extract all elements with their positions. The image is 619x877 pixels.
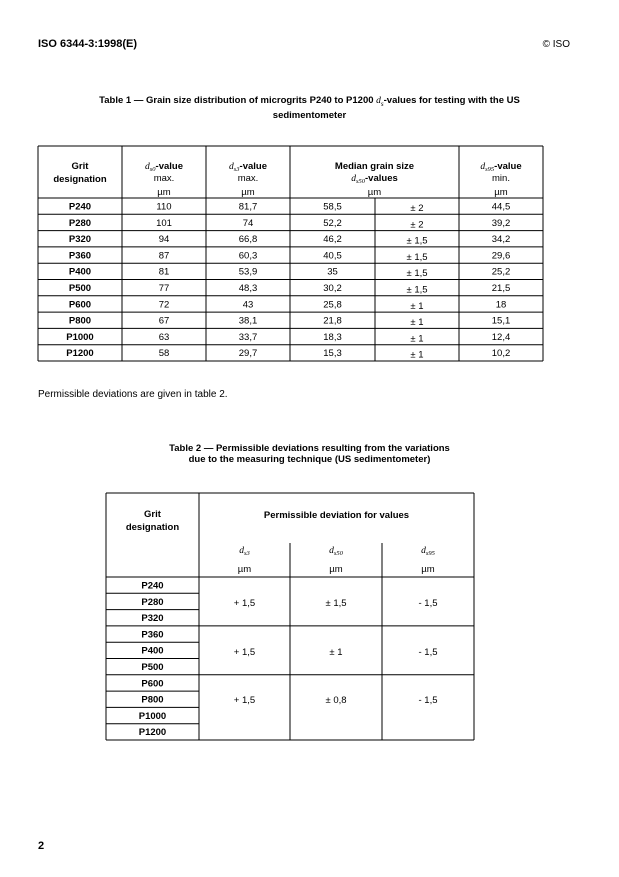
header-grit: Grit bbox=[144, 509, 161, 520]
subheader-symbol: $d_{s50}$ bbox=[329, 546, 343, 557]
row-grit: P1200 bbox=[66, 348, 94, 360]
row-ds95: 34,2 bbox=[491, 234, 511, 246]
row-grit: P1000 bbox=[66, 331, 94, 343]
row-ds50: 25,8 bbox=[323, 299, 342, 311]
subheader-unit: µm bbox=[237, 564, 252, 575]
header-grit: designation bbox=[125, 522, 180, 533]
row-ds3: 43 bbox=[242, 299, 254, 311]
subheader-unit: µm bbox=[329, 564, 343, 575]
document-id: ISO 6344-3:1998(E) bbox=[38, 38, 138, 50]
row-tolerance: ± 2 bbox=[410, 219, 424, 231]
row-grit: P280 bbox=[68, 217, 92, 229]
header-grit: designation bbox=[53, 174, 107, 185]
row-tolerance: ± 1 bbox=[410, 317, 424, 329]
row-grit: P800 bbox=[68, 315, 92, 327]
row-ds0: 67 bbox=[158, 315, 170, 327]
header-ds3: $d_{s3}$-value bbox=[229, 161, 267, 173]
subheader-symbol: $d_{s3}$ bbox=[239, 546, 250, 557]
row-grit: P1200 bbox=[138, 727, 167, 739]
row-grit: P500 bbox=[68, 283, 92, 294]
header-ds95-limit: min. bbox=[492, 173, 510, 184]
row-ds50: 46,2 bbox=[323, 234, 342, 246]
subheader-symbol: $d_{s95}$ bbox=[421, 546, 435, 557]
table-note: Permissible deviations are given in table 2. bbox=[38, 389, 228, 400]
row-grit: P240 bbox=[68, 201, 92, 213]
group-ds95-deviation: - 1,5 bbox=[418, 646, 438, 658]
table1-caption: Table 1 — Grain size distribution of microgrits P240 to P1200 $d_s$-values for testing with the US sedimentometer bbox=[99, 95, 520, 121]
group-ds3-deviation: + 1,5 bbox=[233, 598, 256, 609]
header-ds0-unit: µm bbox=[157, 187, 171, 198]
header-grit: Grit bbox=[71, 161, 89, 172]
row-ds95: 44,5 bbox=[491, 201, 511, 213]
row-ds0: 58 bbox=[158, 348, 170, 360]
row-ds50: 35 bbox=[327, 266, 338, 278]
copyright-notice: © ISO bbox=[542, 39, 570, 50]
row-ds50: 21,8 bbox=[323, 315, 342, 327]
header-permissible-deviation: Permissible deviation for values bbox=[263, 510, 410, 521]
group-ds95-deviation: - 1,5 bbox=[418, 694, 438, 706]
row-grit: P360 bbox=[141, 629, 164, 641]
row-grit: P600 bbox=[141, 678, 164, 690]
row-ds95: 12,4 bbox=[491, 331, 511, 343]
row-grit: P400 bbox=[68, 266, 92, 278]
row-ds0: 81 bbox=[158, 266, 170, 278]
row-ds95: 10,2 bbox=[491, 348, 511, 360]
row-ds50: 40,5 bbox=[323, 250, 342, 262]
row-grit: P320 bbox=[68, 234, 92, 246]
header-ds50: $d_{s50}$-values bbox=[351, 173, 398, 185]
group-ds3-deviation: + 1,5 bbox=[233, 694, 256, 706]
row-ds95: 18 bbox=[495, 299, 507, 311]
header-ds95-unit: µm bbox=[494, 187, 508, 198]
row-ds3: 81,7 bbox=[238, 201, 258, 213]
row-ds50: 18,3 bbox=[323, 331, 342, 343]
row-grit: P600 bbox=[68, 299, 92, 311]
group-ds50-deviation: ± 0,8 bbox=[325, 694, 347, 706]
row-grit: P1000 bbox=[138, 710, 167, 722]
header-ds3-limit: max. bbox=[237, 173, 259, 184]
row-tolerance: ± 1,5 bbox=[406, 268, 428, 280]
row-ds95: 21,5 bbox=[491, 283, 511, 294]
row-grit: P240 bbox=[141, 580, 164, 592]
row-ds0: 72 bbox=[158, 299, 170, 311]
row-ds3: 53,9 bbox=[238, 266, 258, 278]
row-ds95: 39,2 bbox=[491, 217, 511, 229]
row-ds95: 15,1 bbox=[491, 315, 511, 327]
row-ds50: 58,5 bbox=[323, 201, 342, 213]
row-tolerance: ± 1 bbox=[410, 300, 424, 312]
row-grit: P280 bbox=[141, 596, 164, 608]
group-ds95-deviation: - 1,5 bbox=[418, 598, 438, 609]
row-ds3: 60,3 bbox=[238, 250, 258, 262]
row-ds0: 94 bbox=[158, 234, 170, 246]
row-ds3: 66,8 bbox=[238, 234, 258, 246]
row-ds95: 29,6 bbox=[491, 250, 511, 262]
group-ds3-deviation: + 1,5 bbox=[233, 646, 256, 658]
row-ds50: 15,3 bbox=[323, 348, 342, 360]
header-ds3-unit: µm bbox=[241, 187, 255, 198]
row-tolerance: ± 1,5 bbox=[406, 284, 428, 296]
row-grit: P400 bbox=[141, 645, 164, 657]
row-tolerance: ± 1,5 bbox=[406, 251, 428, 263]
row-tolerance: ± 1,5 bbox=[406, 235, 428, 247]
row-ds0: 77 bbox=[158, 283, 170, 294]
header-ds95: $d_{s95}$-value bbox=[480, 161, 522, 173]
row-ds0: 63 bbox=[158, 331, 170, 343]
row-ds3: 38,1 bbox=[238, 315, 258, 327]
page-number: 2 bbox=[38, 840, 45, 852]
header-median: Median grain size bbox=[334, 161, 415, 172]
row-ds3: 29,7 bbox=[238, 348, 258, 360]
row-ds3: 74 bbox=[242, 217, 254, 229]
header-ds0-limit: max. bbox=[153, 173, 175, 184]
header-ds0: $d_{s0}$-value bbox=[145, 161, 183, 173]
header-ds50-unit: µm bbox=[367, 187, 382, 198]
row-ds0: 87 bbox=[158, 250, 170, 262]
row-ds3: 48,3 bbox=[238, 283, 258, 294]
row-grit: P500 bbox=[141, 662, 164, 673]
row-grit: P360 bbox=[68, 250, 92, 262]
row-ds0: 101 bbox=[156, 217, 172, 229]
group-ds50-deviation: ± 1,5 bbox=[325, 598, 347, 609]
group-ds50-deviation: ± 1 bbox=[329, 646, 343, 658]
row-grit: P320 bbox=[141, 613, 164, 625]
subheader-unit: µm bbox=[421, 564, 435, 575]
table2-caption: Table 2 — Permissible deviations resulting from the variations due to the measuring technique (US sedimentometer) bbox=[169, 443, 450, 465]
row-ds50: 52,2 bbox=[323, 217, 342, 229]
row-tolerance: ± 2 bbox=[410, 203, 424, 214]
row-ds3: 33,7 bbox=[238, 331, 258, 343]
row-tolerance: ± 1 bbox=[410, 349, 424, 361]
row-ds0: 110 bbox=[156, 201, 172, 213]
row-ds95: 25,2 bbox=[491, 266, 511, 278]
row-ds50: 30,2 bbox=[323, 283, 342, 294]
row-tolerance: ± 1 bbox=[410, 333, 424, 345]
row-grit: P800 bbox=[141, 694, 164, 706]
